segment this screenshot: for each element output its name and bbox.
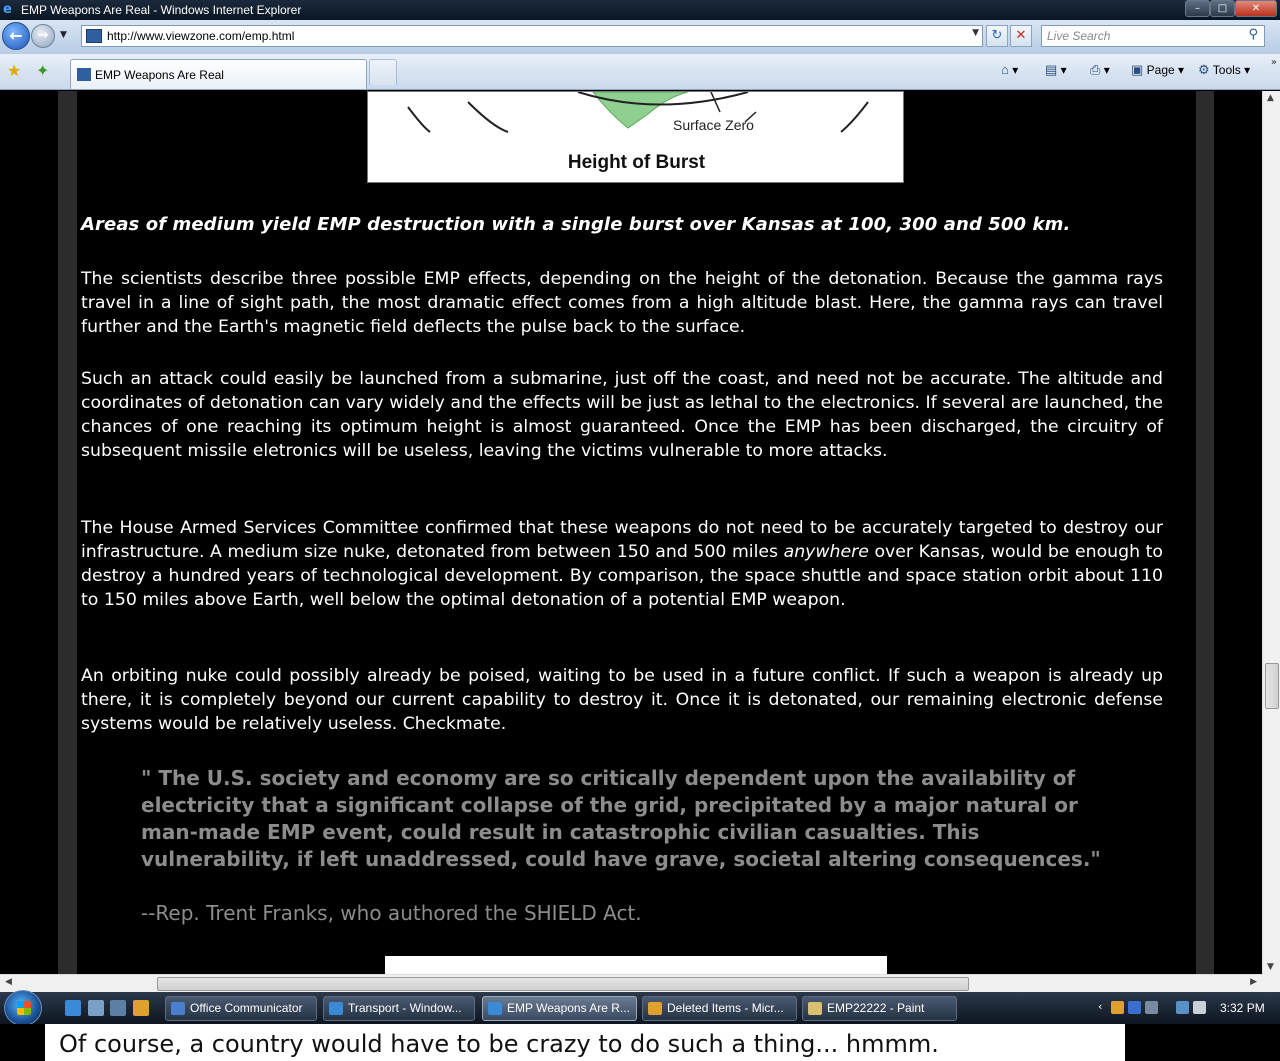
scroll-up-arrow-icon[interactable]: ▲	[1267, 93, 1274, 103]
tab-bar	[0, 54, 1280, 90]
task-label: EMP Weapons Are R...	[507, 1001, 630, 1015]
vertical-scroll-thumb[interactable]	[1265, 663, 1279, 709]
navigation-bar	[0, 20, 1280, 54]
windows-logo-icon	[17, 1001, 31, 1015]
figure-caption: Areas of medium yield EMP destruction with a single burst over Kansas at 100, 300 and 500 km.	[81, 214, 1071, 235]
address-url[interactable]: http://www.viewzone.com/emp.html	[107, 29, 295, 43]
quicklaunch-outlook-icon[interactable]	[133, 1000, 149, 1016]
feeds-button[interactable]: ▤ ▾	[1045, 62, 1067, 77]
tray-messenger-icon[interactable]	[1128, 1001, 1141, 1014]
forward-button[interactable]: →	[31, 24, 55, 48]
network-icon[interactable]	[1176, 1001, 1189, 1014]
scroll-right-arrow-icon[interactable]: ▶	[1250, 977, 1257, 987]
start-button[interactable]	[4, 990, 42, 1026]
search-box[interactable]	[1041, 25, 1265, 47]
quicklaunch-ie-icon[interactable]	[65, 1000, 81, 1016]
system-tray	[1096, 996, 1280, 1021]
tab-favicon-icon	[77, 68, 91, 81]
quote-attribution: --Rep. Trent Franks, who authored the SHIELD Act.	[141, 901, 642, 925]
site-favicon-icon	[86, 29, 102, 43]
maximize-button[interactable]: □	[1210, 0, 1235, 17]
blockquote: " The U.S. society and economy are so critically dependent upon the availability of electricity that a significant collapse of the grid, precipitated by a major natural or man-made EMP event, could result in catastrophic civilian casualties. This vulnerability, if left unaddressed, could have grave, societal altering consequences."	[141, 766, 1101, 871]
refresh-button[interactable]: ↻	[986, 25, 1008, 47]
paragraph-emp-effects: The scientists describe three possible EMP effects, depending on the height of the detonation. Because the gamma rays travel in a line of sight path, the most dramatic effect comes from a high altitude blast. Here, the gamma rays can travel further and the Earth's magnetic field deflects the pulse back to the surface.	[81, 269, 1163, 337]
task-emp-weapons[interactable]	[482, 996, 637, 1021]
scroll-down-arrow-icon[interactable]: ▼	[1267, 962, 1274, 972]
outlook-icon	[648, 1002, 662, 1015]
close-button[interactable]: ✕	[1235, 0, 1277, 17]
window-title: EMP Weapons Are Real - Windows Internet Explorer	[21, 3, 302, 17]
stop-button[interactable]: ✕	[1010, 25, 1032, 47]
tools-menu-label: Tools	[1212, 63, 1241, 77]
surface-zero-label: Surface Zero	[673, 117, 754, 133]
tray-expand-chevron-icon[interactable]: ‹	[1098, 1000, 1103, 1013]
recent-pages-dropdown-icon[interactable]: ▼	[60, 30, 67, 40]
paint-icon	[808, 1002, 822, 1015]
page-icon: ▣	[1131, 62, 1144, 77]
emp-burst-figure	[367, 91, 904, 183]
tray-outlook-icon[interactable]	[1111, 1001, 1124, 1014]
page-menu[interactable]: ▣ Page ▾	[1131, 62, 1185, 77]
print-button[interactable]: ⎙ ▾	[1090, 62, 1110, 77]
task-transport-window[interactable]	[323, 996, 475, 1021]
horizontal-scrollbar[interactable]	[0, 974, 1262, 992]
overlay-caption-bar	[0, 1024, 1280, 1061]
task-office-communicator[interactable]	[165, 996, 317, 1021]
task-label: EMP22222 - Paint	[827, 1001, 925, 1015]
tab-emp-weapons[interactable]	[70, 59, 367, 89]
paragraph-house-committee	[81, 516, 1163, 612]
page-viewport	[0, 91, 1262, 974]
favorites-star-icon[interactable]: ★	[7, 61, 22, 80]
tab-label: EMP Weapons Are Real	[95, 68, 224, 82]
minimize-button[interactable]: –	[1185, 0, 1210, 17]
tools-menu[interactable]: ⚙ Tools ▾	[1198, 62, 1251, 77]
volume-icon[interactable]	[1193, 1001, 1206, 1014]
height-of-burst-label: Height of Burst	[567, 152, 706, 173]
rss-icon: ▤	[1045, 62, 1058, 77]
clock[interactable]: 3:32 PM	[1220, 1001, 1265, 1015]
quicklaunch-desktop-icon[interactable]	[88, 1000, 104, 1016]
vertical-scrollbar[interactable]	[1262, 91, 1280, 974]
ie-icon	[329, 1002, 343, 1015]
quicklaunch-switch-windows-icon[interactable]	[110, 1000, 126, 1016]
task-label: Deleted Items - Micr...	[667, 1001, 784, 1015]
task-paint[interactable]	[802, 996, 957, 1021]
taskbar	[0, 992, 1280, 1024]
communicator-icon	[171, 1002, 185, 1015]
title-bar	[0, 0, 1280, 20]
paragraph-orbiting-nuke: An orbiting nuke could possibly already be poised, waiting to be used in a future conflict. If such a weapon is already up there, it is completely beyond our current capability to destroy it. Once it is detonated, our remaining electronic defense systems would be relatively useless. Checkmate.	[81, 666, 1163, 734]
home-icon: ⌂	[1001, 62, 1009, 77]
printer-icon: ⎙	[1090, 62, 1101, 77]
right-gutter	[1196, 91, 1214, 974]
toolbar-overflow-chevron-icon[interactable]: »	[1270, 57, 1277, 68]
page-menu-label: Page	[1146, 63, 1175, 77]
address-dropdown-icon[interactable]: ▼	[972, 28, 979, 38]
add-favorite-icon[interactable]: ✦	[36, 61, 50, 80]
emphasized-word: anywhere	[783, 542, 869, 562]
paragraph-text-end: over Kansas, would be enough to destroy a hundred years of technological development. By comparison, the space shuttle and space station orbit about 110 to 150 miles above Earth, well below the optimal detonation of a potential EMP weapon.	[81, 542, 1163, 610]
task-deleted-items[interactable]	[642, 996, 797, 1021]
scroll-left-arrow-icon[interactable]: ◀	[5, 977, 12, 987]
paragraph-text-start: The House Armed Services Committee confirmed that these weapons do not need to be accurately targeted to destroy our infrastructure. A medium size nuke, detonated from between 150 and 500 miles	[81, 518, 1163, 562]
tray-sync-icon[interactable]	[1145, 1001, 1158, 1014]
task-label: Transport - Window...	[348, 1001, 462, 1015]
horizontal-scroll-thumb[interactable]	[157, 977, 969, 991]
paragraph-submarine-attack: Such an attack could easily be launched from a submarine, just off the coast, and need not be accurate. The altitude and coordinates of detonation can vary widely and the effects will be just as lethal to the electronics. If several are launched, the chances of one reaching its optimum height is almost guaranteed. Once the EMP has been discharged, the circuitry of subsequent missile eletronics will be useless, leaving the victims vulnerable to more attacks.	[81, 369, 1163, 461]
scrollbar-corner	[1262, 974, 1280, 992]
new-tab-button[interactable]	[369, 59, 397, 85]
left-gutter	[58, 91, 77, 974]
ie-icon	[488, 1002, 502, 1015]
home-button[interactable]: ⌂ ▾	[1001, 62, 1019, 77]
task-label: Office Communicator	[190, 1001, 303, 1015]
back-button[interactable]: ←	[2, 22, 30, 50]
ie-logo-icon: e	[3, 2, 12, 17]
overlay-caption-text: Of course, a country would have to be crazy to do such a thing... hmmm.	[59, 1030, 939, 1058]
search-placeholder[interactable]: Live Search	[1047, 29, 1111, 43]
address-bar[interactable]	[81, 25, 983, 47]
search-icon[interactable]: ⚲	[1248, 27, 1258, 42]
gear-icon: ⚙	[1198, 62, 1210, 77]
next-figure-top	[385, 956, 887, 974]
